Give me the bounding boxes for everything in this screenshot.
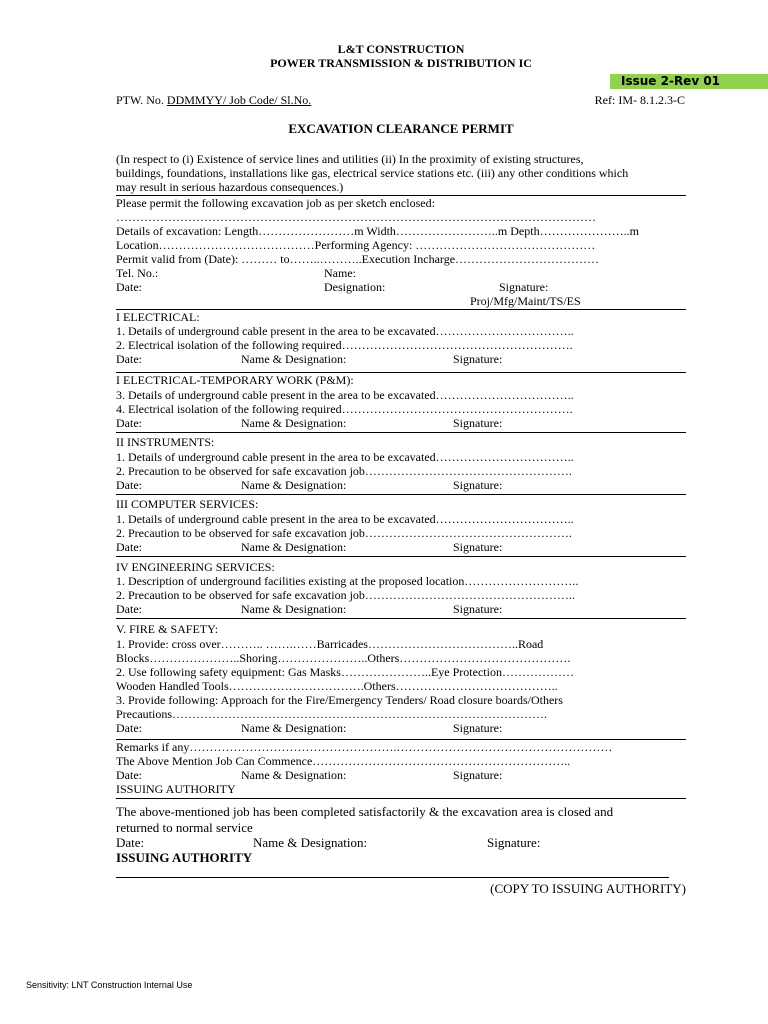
page-title: EXCAVATION CLEARANCE PERMIT <box>288 121 514 136</box>
ref-number: Ref: IM- 8.1.2.3-C <box>594 93 685 107</box>
location-line: Location…………………………………Performing Agency: ……………………………………… <box>116 238 596 252</box>
signature-label: Signature: <box>499 280 549 294</box>
divider <box>116 432 686 433</box>
issuing-authority-label: ISSUING AUTHORITY <box>116 850 253 865</box>
department-label: Proj/Mfg/Maint/TS/ES <box>470 294 581 308</box>
section-line: 1. Details of underground cable present in the area to be excavated…………………………….. <box>116 450 574 464</box>
sensitivity-footer: Sensitivity: LNT Construction Internal Use <box>26 980 193 990</box>
date-label: Date: <box>116 768 142 782</box>
date-label: Date: <box>116 721 142 735</box>
section-heading: III COMPUTER SERVICES: <box>116 497 259 511</box>
name-designation-label: Name & Designation: <box>241 602 347 616</box>
designation-label: Designation: <box>324 280 386 294</box>
fire-line: Wooden Handled Tools…………………………….Others………………………………….. <box>116 679 558 693</box>
section-heading: IV ENGINEERING SERVICES: <box>116 560 275 574</box>
signature-label: Signature: <box>453 540 503 554</box>
signature-label: Signature: <box>453 478 503 492</box>
divider <box>116 618 686 619</box>
company-name: L&T CONSTRUCTION <box>337 42 465 56</box>
validity-line: Permit valid from (Date): ……… to……..………..Execution Incharge……………………………… <box>116 252 600 266</box>
copy-note: (COPY TO ISSUING AUTHORITY) <box>490 881 686 896</box>
intro-line: (In respect to (i) Existence of service lines and utilities (ii) In the proximity of existing structures, <box>116 152 584 166</box>
name-designation-label: Name & Designation: <box>241 540 347 554</box>
remarks-line: Remarks if any…………………………………………….……………………………………………… <box>116 740 613 754</box>
section-heading: I ELECTRICAL: <box>116 310 200 324</box>
name-designation-label: Name & Designation: <box>241 416 347 430</box>
fire-line: 3. Provide following: Approach for the Fire/Emergency Tenders/ Road closure boards/Others <box>116 693 563 707</box>
closure-text: returned to normal service <box>116 820 253 835</box>
divider <box>116 309 686 310</box>
name-designation-label: Name & Designation: <box>253 835 368 850</box>
section-line: 2. Precaution to be observed for safe excavation job……………………………………………. <box>116 526 572 540</box>
section-line: 1. Description of underground facilities existing at the proposed location……………………….. <box>116 574 579 588</box>
section-line: 3. Details of underground cable present in the area to be excavated…………………………….. <box>116 388 574 402</box>
divider <box>116 556 686 557</box>
signature-label: Signature: <box>453 768 503 782</box>
section-line: 2. Precaution to be observed for safe excavation job…………………………………………….. <box>116 588 575 602</box>
signature-label: Signature: <box>453 602 503 616</box>
section-line: 2. Precaution to be observed for safe excavation job……………………………………………. <box>116 464 572 478</box>
signature-label: Signature: <box>453 721 503 735</box>
dots-line: ………………………………………………………………………………………………………… <box>116 210 596 224</box>
signature-label: Signature: <box>453 352 503 366</box>
name-designation-label: Name & Designation: <box>241 768 347 782</box>
closure-text: The above-mentioned job has been completed satisfactorily & the excavation area is closed and <box>116 804 614 819</box>
section-heading: V. FIRE & SAFETY: <box>116 622 219 636</box>
fire-line: Precautions…………………………………………………………………………………. <box>116 707 547 721</box>
date-label: Date: <box>116 602 142 616</box>
fire-line: 2. Use following safety equipment: Gas Masks…………………..Eye Protection……………… <box>116 665 574 679</box>
issuing-authority-label: ISSUING AUTHORITY <box>116 782 236 796</box>
intro-line: may result in serious hazardous consequences.) <box>116 180 344 194</box>
section-line: 2. Electrical isolation of the following required…………………………………………………. <box>116 338 573 352</box>
divider <box>116 494 686 495</box>
fire-line: Blocks…………………..Shoring…………………..Others……………………………………. <box>116 651 571 665</box>
signature-label: Signature: <box>487 835 541 850</box>
date-label: Date: <box>116 835 145 850</box>
name-designation-label: Name & Designation: <box>241 721 347 735</box>
issue-badge: Issue 2-Rev 01 <box>610 74 768 89</box>
date-label: Date: <box>116 540 142 554</box>
fire-line: 1. Provide: cross over……….. …….……Barricades………………………………..Road <box>116 637 544 651</box>
permit-line: Please permit the following excavation job as per sketch enclosed: <box>116 196 435 210</box>
section-line: 1. Details of underground cable present in the area to be excavated…………………………….. <box>116 512 574 526</box>
name-label: Name: <box>324 266 356 280</box>
ptw-value: DDMMYY/ Job Code/ Sl.No. <box>166 93 312 107</box>
tel-label: Tel. No.: <box>116 266 159 280</box>
name-designation-label: Name & Designation: <box>241 352 347 366</box>
section-line: 4. Electrical isolation of the following required…………………………………………………. <box>116 402 573 416</box>
date-label: Date: <box>116 478 142 492</box>
excavation-dimensions: Details of excavation: Length……………………m Width……………………..m Depth…………………..m <box>116 224 639 238</box>
section-heading: II INSTRUMENTS: <box>116 435 215 449</box>
division-name: POWER TRANSMISSION & DISTRIBUTION IC <box>270 56 532 70</box>
divider <box>116 798 686 799</box>
ptw-label: PTW. No. <box>116 93 164 107</box>
date-label: Date: <box>116 280 142 294</box>
intro-line: buildings, foundations, installations like gas, electrical service stations etc. (iii) any other conditions which <box>116 166 629 180</box>
divider <box>116 877 669 878</box>
ptw-number <box>116 93 311 108</box>
signature-label: Signature: <box>453 416 503 430</box>
date-label: Date: <box>116 352 142 366</box>
date-label: Date: <box>116 416 142 430</box>
commence-line: The Above Mention Job Can Commence……………………………………………………….. <box>116 754 571 768</box>
section-heading: I ELECTRICAL-TEMPORARY WORK (P&M): <box>116 373 354 387</box>
section-line: 1. Details of underground cable present in the area to be excavated…………………………….. <box>116 324 574 338</box>
name-designation-label: Name & Designation: <box>241 478 347 492</box>
